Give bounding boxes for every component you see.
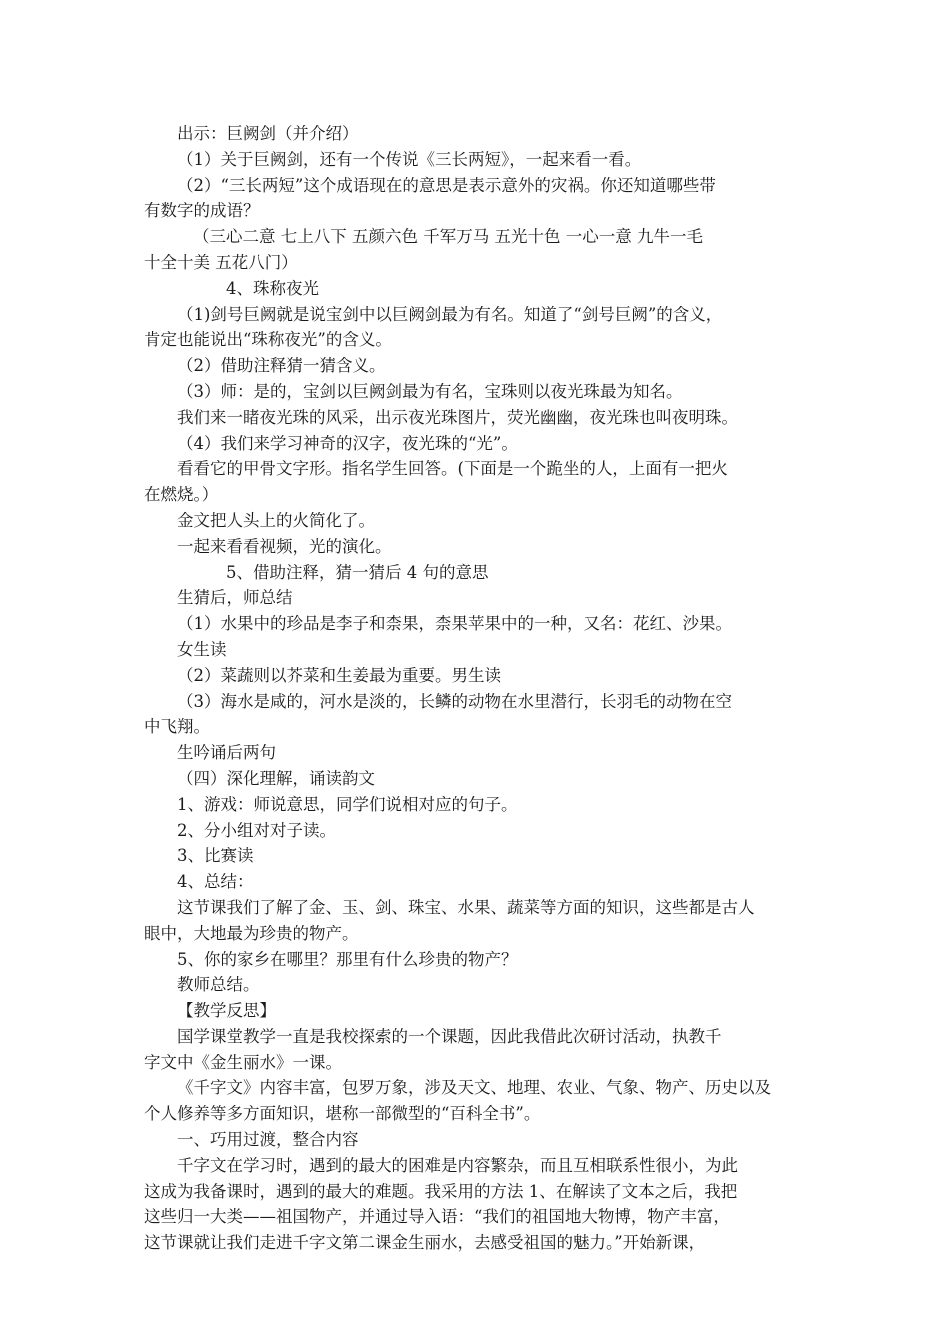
text-line: 在燃烧。） <box>144 485 219 505</box>
text-line: 这成为我备课时，遇到的最大的难题。我采用的方法 1、在解读了文本之后，我把 <box>144 1181 738 1201</box>
text-line: （4）我们来学习神奇的汉字，夜光珠的“光”。 <box>177 433 518 453</box>
text-line: 5、借助注释，猜一猜后 4 句的意思 <box>226 562 489 582</box>
text-line: 4、总结： <box>177 872 254 892</box>
text-line: （3）师：是的，宝剑以巨阙剑最为有名，宝珠则以夜光珠最为知名。 <box>177 381 683 401</box>
text-line: 1、游戏：师说意思，同学们说相对应的句子。 <box>177 794 518 814</box>
text-line: 看看它的甲骨文字形。指名学生回答。(下面是一个跪坐的人，上面有一把火 <box>177 459 728 479</box>
text-line: （1）水果中的珍品是李子和柰果，柰果苹果中的一种，又名：花红、沙果。 <box>177 614 732 634</box>
text-line: （三心二意 七上八下 五颜六色 千军万马 五光十色 一心一意 九牛一毛 <box>193 227 703 247</box>
text-line: （四）深化理解，诵读韵文 <box>177 768 375 788</box>
text-line: 这些归一大类——祖国物产，并通过导入语：“我们的祖国地大物博，物产丰富， <box>144 1207 730 1227</box>
text-line: 千字文在学习时，遇到的最大的困难是内容繁杂，而且互相联系性很小，为此 <box>177 1155 738 1175</box>
text-line: 一起来看看视频，光的演化。 <box>177 536 392 556</box>
text-line: 教师总结。 <box>177 975 260 995</box>
text-line: （2）“三长两短”这个成语现在的意思是表示意外的灾祸。你还知道哪些带 <box>177 175 716 195</box>
text-line: （1)剑号巨阙就是说宝剑中以巨阙剑最为有名。知道了“剑号巨阙”的含义， <box>177 304 723 324</box>
text-line: 字文中《金生丽水》一课。 <box>144 1052 342 1072</box>
text-line: 3、比赛读 <box>177 846 254 866</box>
text-line: 4、珠称夜光 <box>226 278 319 298</box>
text-line: 个人修养等多方面知识，堪称一部微型的“百科全书”。 <box>144 1104 541 1124</box>
text-line: 中飞翔。 <box>144 717 210 737</box>
text-line: 肯定也能说出“珠称夜光”的含义。 <box>144 330 392 350</box>
text-line: 我们来一睹夜光珠的风采，出示夜光珠图片，荧光幽幽，夜光珠也叫夜明珠。 <box>177 407 738 427</box>
text-line: 《千字文》内容丰富，包罗万象，涉及天文、地理、农业、气象、物产、历史以及 <box>177 1078 771 1098</box>
document-body <box>144 121 810 1256</box>
text-line: 生猜后，师总结 <box>177 588 293 608</box>
text-line: （2）借助注释猜一猜含义。 <box>177 356 386 376</box>
text-line: （3）海水是咸的，河水是淡的，长鳞的动物在水里潜行，长羽毛的动物在空 <box>177 691 732 711</box>
text-line: 2、分小组对对子读。 <box>177 820 336 840</box>
text-line: 金文把人头上的火简化了。 <box>177 510 375 530</box>
text-line: 这节课就让我们走进千字文第二课金生丽水，去感受祖国的魅力。”开始新课， <box>144 1233 706 1253</box>
text-line: 这节课我们了解了金、玉、剑、珠宝、水果、蔬菜等方面的知识，这些都是古人 <box>177 897 755 917</box>
text-line: 眼中，大地最为珍贵的物产。 <box>144 923 359 943</box>
text-line: 一、巧用过渡，整合内容 <box>177 1130 359 1150</box>
text-line: 【教学反思】 <box>177 1001 276 1021</box>
text-line: 有数字的成语？ <box>144 201 260 221</box>
text-line: 女生读 <box>177 639 227 659</box>
text-line: （1）关于巨阙剑，还有一个传说《三长两短》，一起来看一看。 <box>177 149 642 169</box>
text-line: 国学课堂教学一直是我校探索的一个课题，因此我借此次研讨活动，执教千 <box>177 1026 722 1046</box>
text-line: 5、你的家乡在哪里？那里有什么珍贵的物产？ <box>177 949 518 969</box>
text-line: 生吟诵后两句 <box>177 743 276 763</box>
text-line: 十全十美 五花八门） <box>144 252 298 272</box>
text-line: 出示：巨阙剑（并介绍） <box>177 124 359 143</box>
text-line: （2）菜蔬则以芥菜和生姜最为重要。男生读 <box>177 665 501 685</box>
